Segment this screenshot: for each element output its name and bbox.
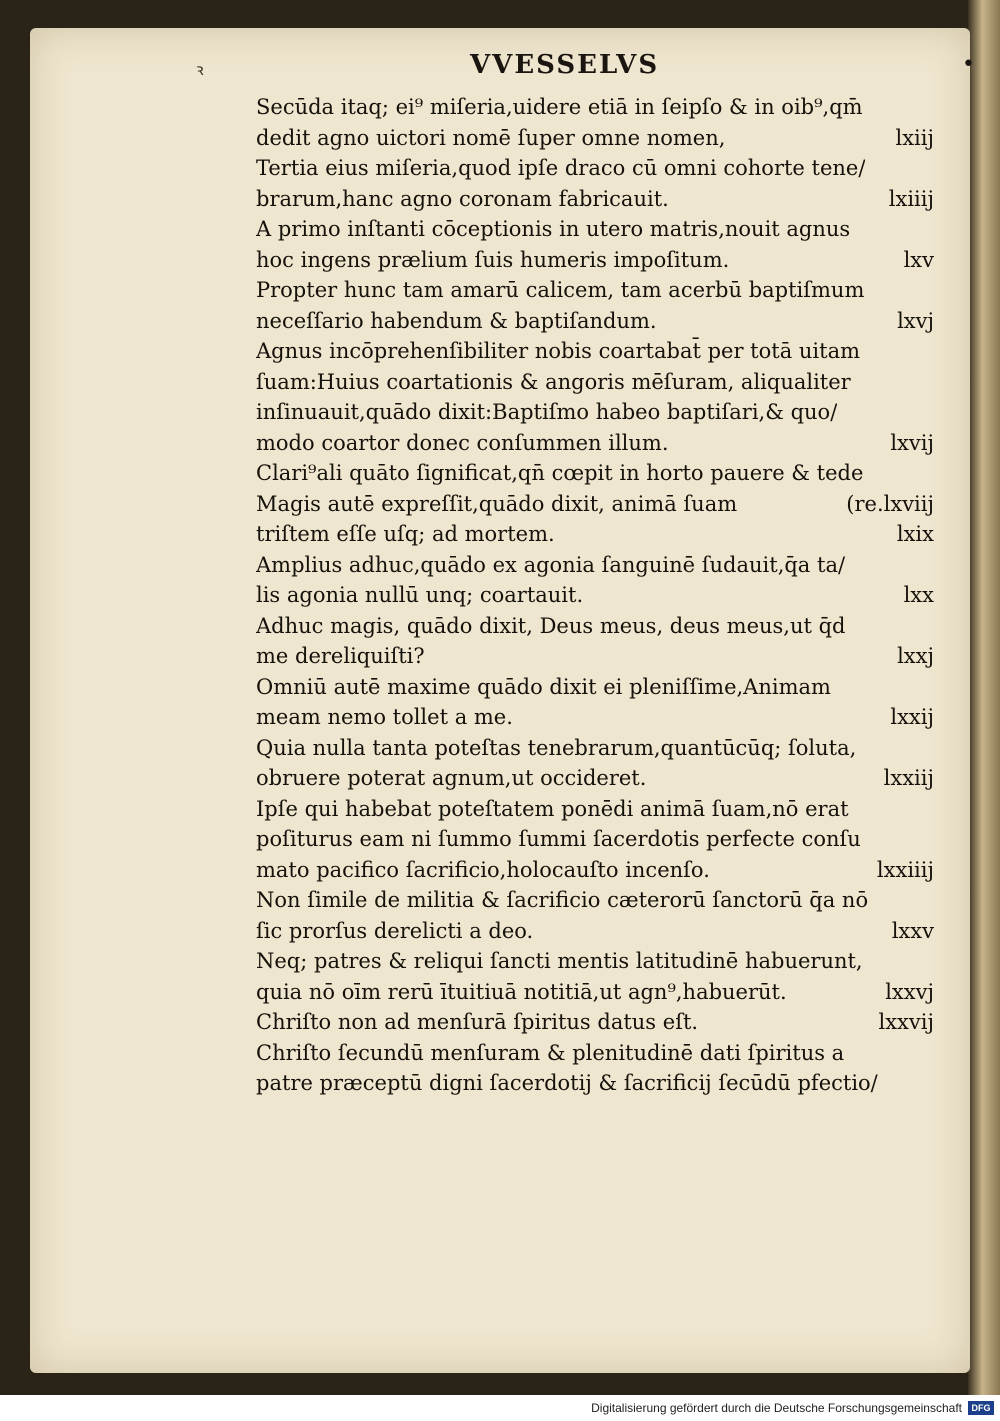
section-number [926,92,934,123]
section-number [926,1068,934,1099]
line-text: inſinuauit,quādo dixit:Baptiſmo habeo baptiſari,& quo/ [256,400,838,424]
section-number [926,885,934,916]
section-number [926,672,934,703]
line-text: mato pacifico ſacrificio,holocauſto incenſo. [256,857,710,882]
section-number: lxx [903,583,934,607]
line-text: Omniū autē maxime quādo dixit ei pleniſſime,Animam [256,674,831,699]
section-number: lxxiiij [876,857,934,882]
text-line [256,428,934,459]
text-line [256,916,934,947]
text-line [256,946,934,977]
line-text: Chriſto ſecundū menſuram & plenitudinē dati ſpiritus a [256,1040,845,1065]
line-text: lis agonia nullū unq; coartauit. [256,583,584,607]
line-text: Neq; patres & reliqui ſancti mentis latitudinē habuerunt, [256,949,863,973]
funding-note: Digitalisierung gefördert durch die Deutsche Forschungsgemeinschaft [591,1401,962,1415]
marginal-mark-right: • [962,52,975,77]
section-number: lxvj [897,308,934,333]
line-text: Ipſe qui habebat poteſtatem ponēdi animā ſuam,nō erat [256,796,849,821]
text-line [256,641,934,672]
footer-bar [0,1395,1000,1421]
section-number: lxiij [895,125,934,150]
text-line [256,733,934,764]
text-line [256,397,934,428]
section-number [926,214,934,245]
section-number: lxv [903,247,934,272]
text-line [256,672,934,703]
section-number [926,458,934,489]
section-number: (re.lxviij [846,491,934,516]
text-block [256,92,934,1099]
line-text: Adhuc magis, quādo dixit, Deus meus, deus meus,ut q̄d [256,613,846,638]
section-number [926,794,934,825]
text-line [256,794,934,825]
section-number: lxiiij [888,186,934,211]
text-line [256,275,934,306]
section-number [926,824,934,855]
section-number [926,550,934,581]
dfg-logo: DFG [968,1401,994,1415]
line-text: quia nō oīm rerū ītuitiuā notitiā,ut agn⁹,habuerūt. [256,979,787,1004]
section-number [926,611,934,642]
section-number: lxxv [891,918,934,943]
line-text: neceſſario habendum & baptiſandum. [256,308,657,333]
text-line [256,306,934,337]
line-text: Quia nulla tanta poteſtas tenebrarum,quantūcūq; ſoluta, [256,735,857,760]
line-text: Agnus incōprehenſibiliter nobis coartabat̄ per totā uitam [256,339,860,363]
text-line [256,1007,934,1038]
section-number [926,367,934,398]
line-text: brarum,hanc agno coronam fabricauit. [256,186,669,211]
line-text: Chriſto non ad menſurā ſpiritus datus eſt. [256,1010,699,1034]
line-text: Non ſimile de militia & ſacrificio cæterorū ſanctorū q̄a nō [256,888,869,912]
line-text: Tertia eius miſeria,quod ipſe draco cū omni cohorte tene/ [256,156,866,180]
line-text: ſuam:Huius coartationis & angoris mēſuram, aliqualiter [256,369,851,394]
line-text: A primo inſtanti cōceptionis in utero matris,nouit agnus [256,217,851,241]
text-line [256,611,934,642]
section-number: lxxvij [878,1010,934,1034]
line-text: Clari⁹ali quāto ſignificat,qn̄ cœpit in horto pauere & tede [256,461,864,485]
text-line [256,885,934,916]
section-number [926,733,934,764]
text-line [256,550,934,581]
section-number: lxix [896,522,934,546]
line-text: Amplius adhuc,quādo ex agonia ſanguinē ſudauit,q̄a ta/ [256,552,846,577]
text-line [256,855,934,886]
text-line [256,977,934,1008]
line-text: Magis autē expreſſit,quādo dixit, animā ſuam [256,491,738,516]
text-line [256,824,934,855]
text-line [256,184,934,215]
line-text: meam nemo tollet a me. [256,705,513,729]
line-text: modo coartor donec conſummen illum. [256,430,669,455]
text-line [256,245,934,276]
text-line [256,1038,934,1069]
line-text: triſtem eſſe uſq; ad mortem. [256,522,555,546]
line-text: Propter hunc tam amarū calicem, tam acerbū baptiſmum [256,278,865,302]
text-line [256,580,934,611]
text-line [256,1068,934,1099]
section-number: lxxiij [883,766,934,790]
line-text: dedit agno uictori nomē ſuper omne nomen, [256,125,726,150]
text-line [256,519,934,550]
section-number [926,946,934,977]
section-number [926,336,934,367]
section-number: lxxj [897,644,934,668]
section-number: lxxij [890,705,934,729]
running-head: VVESSELVS [470,50,660,80]
line-text: me dereliquiſti? [256,644,425,668]
section-number [926,397,934,428]
line-text: obruere poterat agnum,ut occideret. [256,766,647,790]
text-line [256,458,934,489]
section-number [926,153,934,184]
line-text: patre præceptū digni ſacerdotij & ſacrificij ſecūdū pfectio/ [256,1071,878,1095]
line-text: poſiturus eam ni ſummo ſummi ſacerdotis perfecte conſu [256,827,861,851]
section-number [926,1038,934,1069]
text-line [256,702,934,733]
text-line [256,336,934,367]
text-line [256,123,934,154]
line-text: Secūda itaq; ei⁹ miſeria,uidere etiā in ſeipſo & in oib⁹,qm̄ [256,95,863,119]
section-number: lxvij [890,430,934,455]
section-number: lxxvj [885,979,934,1004]
text-line [256,153,934,184]
text-line [256,367,934,398]
line-text: hoc ingens prælium ſuis humeris impoſitum. [256,247,730,272]
book-spine-edge [968,0,1000,1395]
text-line [256,763,934,794]
marginal-mark-left: ꝛ [196,60,204,79]
line-text: ſic prorſus derelicti a deo. [256,918,534,943]
text-line [256,214,934,245]
text-line [256,92,934,123]
text-line [256,489,934,520]
section-number [926,275,934,306]
